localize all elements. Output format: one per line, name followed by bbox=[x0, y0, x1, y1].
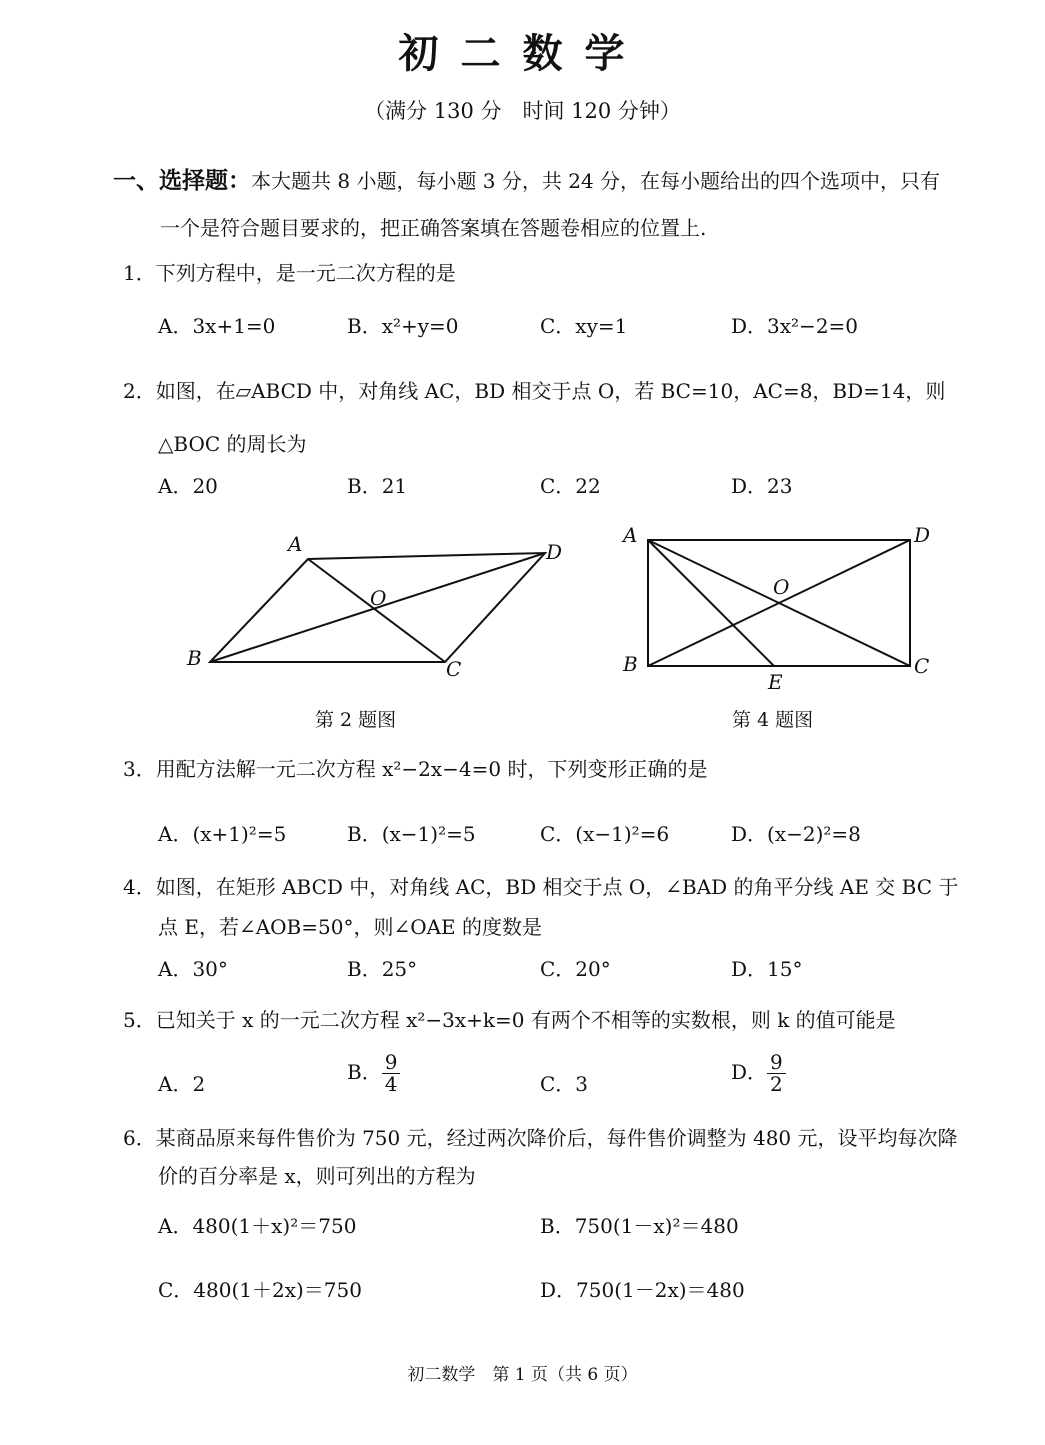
q2-option-d: D．23 bbox=[731, 474, 793, 498]
diagonal-ac bbox=[308, 559, 445, 662]
fig2-label-a: A bbox=[288, 532, 303, 556]
figure-2-caption: 第 2 题图 bbox=[315, 709, 397, 731]
q5-option-c: C．3 bbox=[540, 1072, 589, 1096]
q5-option-d-label: D． bbox=[731, 1060, 768, 1084]
fig4-label-d: D bbox=[914, 523, 931, 547]
page-title: 初二数学 bbox=[398, 30, 647, 77]
q6-option-a: A．480(1＋x)²＝750 bbox=[158, 1214, 357, 1238]
question-4-stem-line-1: 4．如图，在矩形 ABCD 中，对角线 AC，BD 相交于点 O，∠BAD 的角平分线 AE 交 BC 于 bbox=[123, 875, 959, 899]
question-3-stem: 3．用配方法解一元二次方程 x²−2x−4=0 时，下列变形正确的是 bbox=[123, 757, 708, 781]
q5-option-d-fraction bbox=[767, 1052, 786, 1095]
q5-option-b-denominator: 4 bbox=[384, 1072, 398, 1096]
q5-option-b-fraction bbox=[382, 1052, 401, 1095]
page-footer: 初二数学 第 1 页（共 6 页） bbox=[407, 1365, 638, 1385]
q2-option-a: A．20 bbox=[158, 474, 218, 498]
fig2-label-d: D bbox=[546, 540, 563, 564]
section-instructions bbox=[113, 162, 940, 195]
q6-option-b: B．750(1－x)²＝480 bbox=[540, 1214, 739, 1238]
page-subtitle: （满分 130 分 时间 120 分钟） bbox=[364, 99, 681, 123]
fig2-label-b: B bbox=[187, 646, 202, 670]
q3-option-b: B．(x−1)²=5 bbox=[347, 822, 476, 846]
q6-option-c: C．480(1＋2x)＝750 bbox=[158, 1278, 362, 1302]
q2-option-c: C．22 bbox=[540, 474, 601, 498]
q3-option-d: D．(x−2)²=8 bbox=[731, 822, 861, 846]
q5-option-d bbox=[731, 1052, 786, 1095]
q5-option-d-numerator: 9 bbox=[767, 1052, 786, 1074]
fig4-label-c: C bbox=[914, 654, 930, 678]
fig2-label-o: O bbox=[370, 586, 387, 610]
q1-option-a: A．3x+1=0 bbox=[158, 314, 276, 338]
fig4-label-e: E bbox=[768, 670, 783, 694]
instruction-line-1: 本大题共 8 小题，每小题 3 分，共 24 分，在每小题给出的四个选项中，只有 bbox=[251, 169, 941, 193]
figure-4-caption: 第 4 题图 bbox=[732, 709, 814, 731]
q5-option-b-numerator: 9 bbox=[382, 1052, 401, 1074]
question-4-stem-line-2: 点 E，若∠AOB=50°，则∠OAE 的度数是 bbox=[158, 915, 543, 939]
question-2-stem-line-1: 2．如图，在▱ABCD 中，对角线 AC，BD 相交于点 O，若 BC=10，AC=8，BD=14，则 bbox=[123, 379, 946, 403]
fig2-label-c: C bbox=[446, 657, 462, 681]
bisector-ae bbox=[648, 540, 774, 666]
q1-option-b: B．x²+y=0 bbox=[347, 314, 459, 338]
fig4-label-a: A bbox=[623, 523, 638, 547]
figure-2-parallelogram bbox=[170, 525, 590, 695]
section-heading: 一、选择题： bbox=[113, 167, 251, 194]
q4-option-c: C．20° bbox=[540, 957, 611, 981]
q1-option-d: D．3x²−2=0 bbox=[731, 314, 859, 338]
figure-4-rectangle bbox=[615, 520, 945, 695]
q6-option-d: D．750(1－2x)＝480 bbox=[540, 1278, 745, 1302]
question-1-stem: 1．下列方程中，是一元二次方程的是 bbox=[123, 261, 456, 285]
q4-option-a: A．30° bbox=[158, 957, 228, 981]
question-6-stem-line-2: 价的百分率是 x，则可列出的方程为 bbox=[158, 1164, 476, 1188]
q4-option-d: D．15° bbox=[731, 957, 803, 981]
q4-option-b: B．25° bbox=[347, 957, 418, 981]
q3-option-a: A．(x+1)²=5 bbox=[158, 822, 287, 846]
question-6-stem-line-1: 6．某商品原来每件售价为 750 元，经过两次降价后，每件售价调整为 480 元，设平均每次降 bbox=[123, 1126, 958, 1150]
q5-option-d-denominator: 2 bbox=[770, 1072, 783, 1096]
q1-option-c: C．xy=1 bbox=[540, 314, 628, 338]
question-2-stem-line-2: △BOC 的周长为 bbox=[158, 432, 307, 456]
q3-option-c: C．(x−1)²=6 bbox=[540, 822, 670, 846]
q5-option-b bbox=[347, 1052, 400, 1095]
q2-option-b: B．21 bbox=[347, 474, 408, 498]
q5-option-b-label: B． bbox=[347, 1060, 382, 1084]
fig4-label-o: O bbox=[773, 575, 790, 599]
question-5-stem: 5．已知关于 x 的一元二次方程 x²−3x+k=0 有两个不相等的实数根，则 k 的值可能是 bbox=[123, 1008, 896, 1032]
fig4-label-b: B bbox=[623, 652, 638, 676]
instruction-line-2: 一个是符合题目要求的，把正确答案填在答题卷相应的位置上. bbox=[160, 216, 707, 240]
q5-option-a: A．2 bbox=[158, 1072, 206, 1096]
